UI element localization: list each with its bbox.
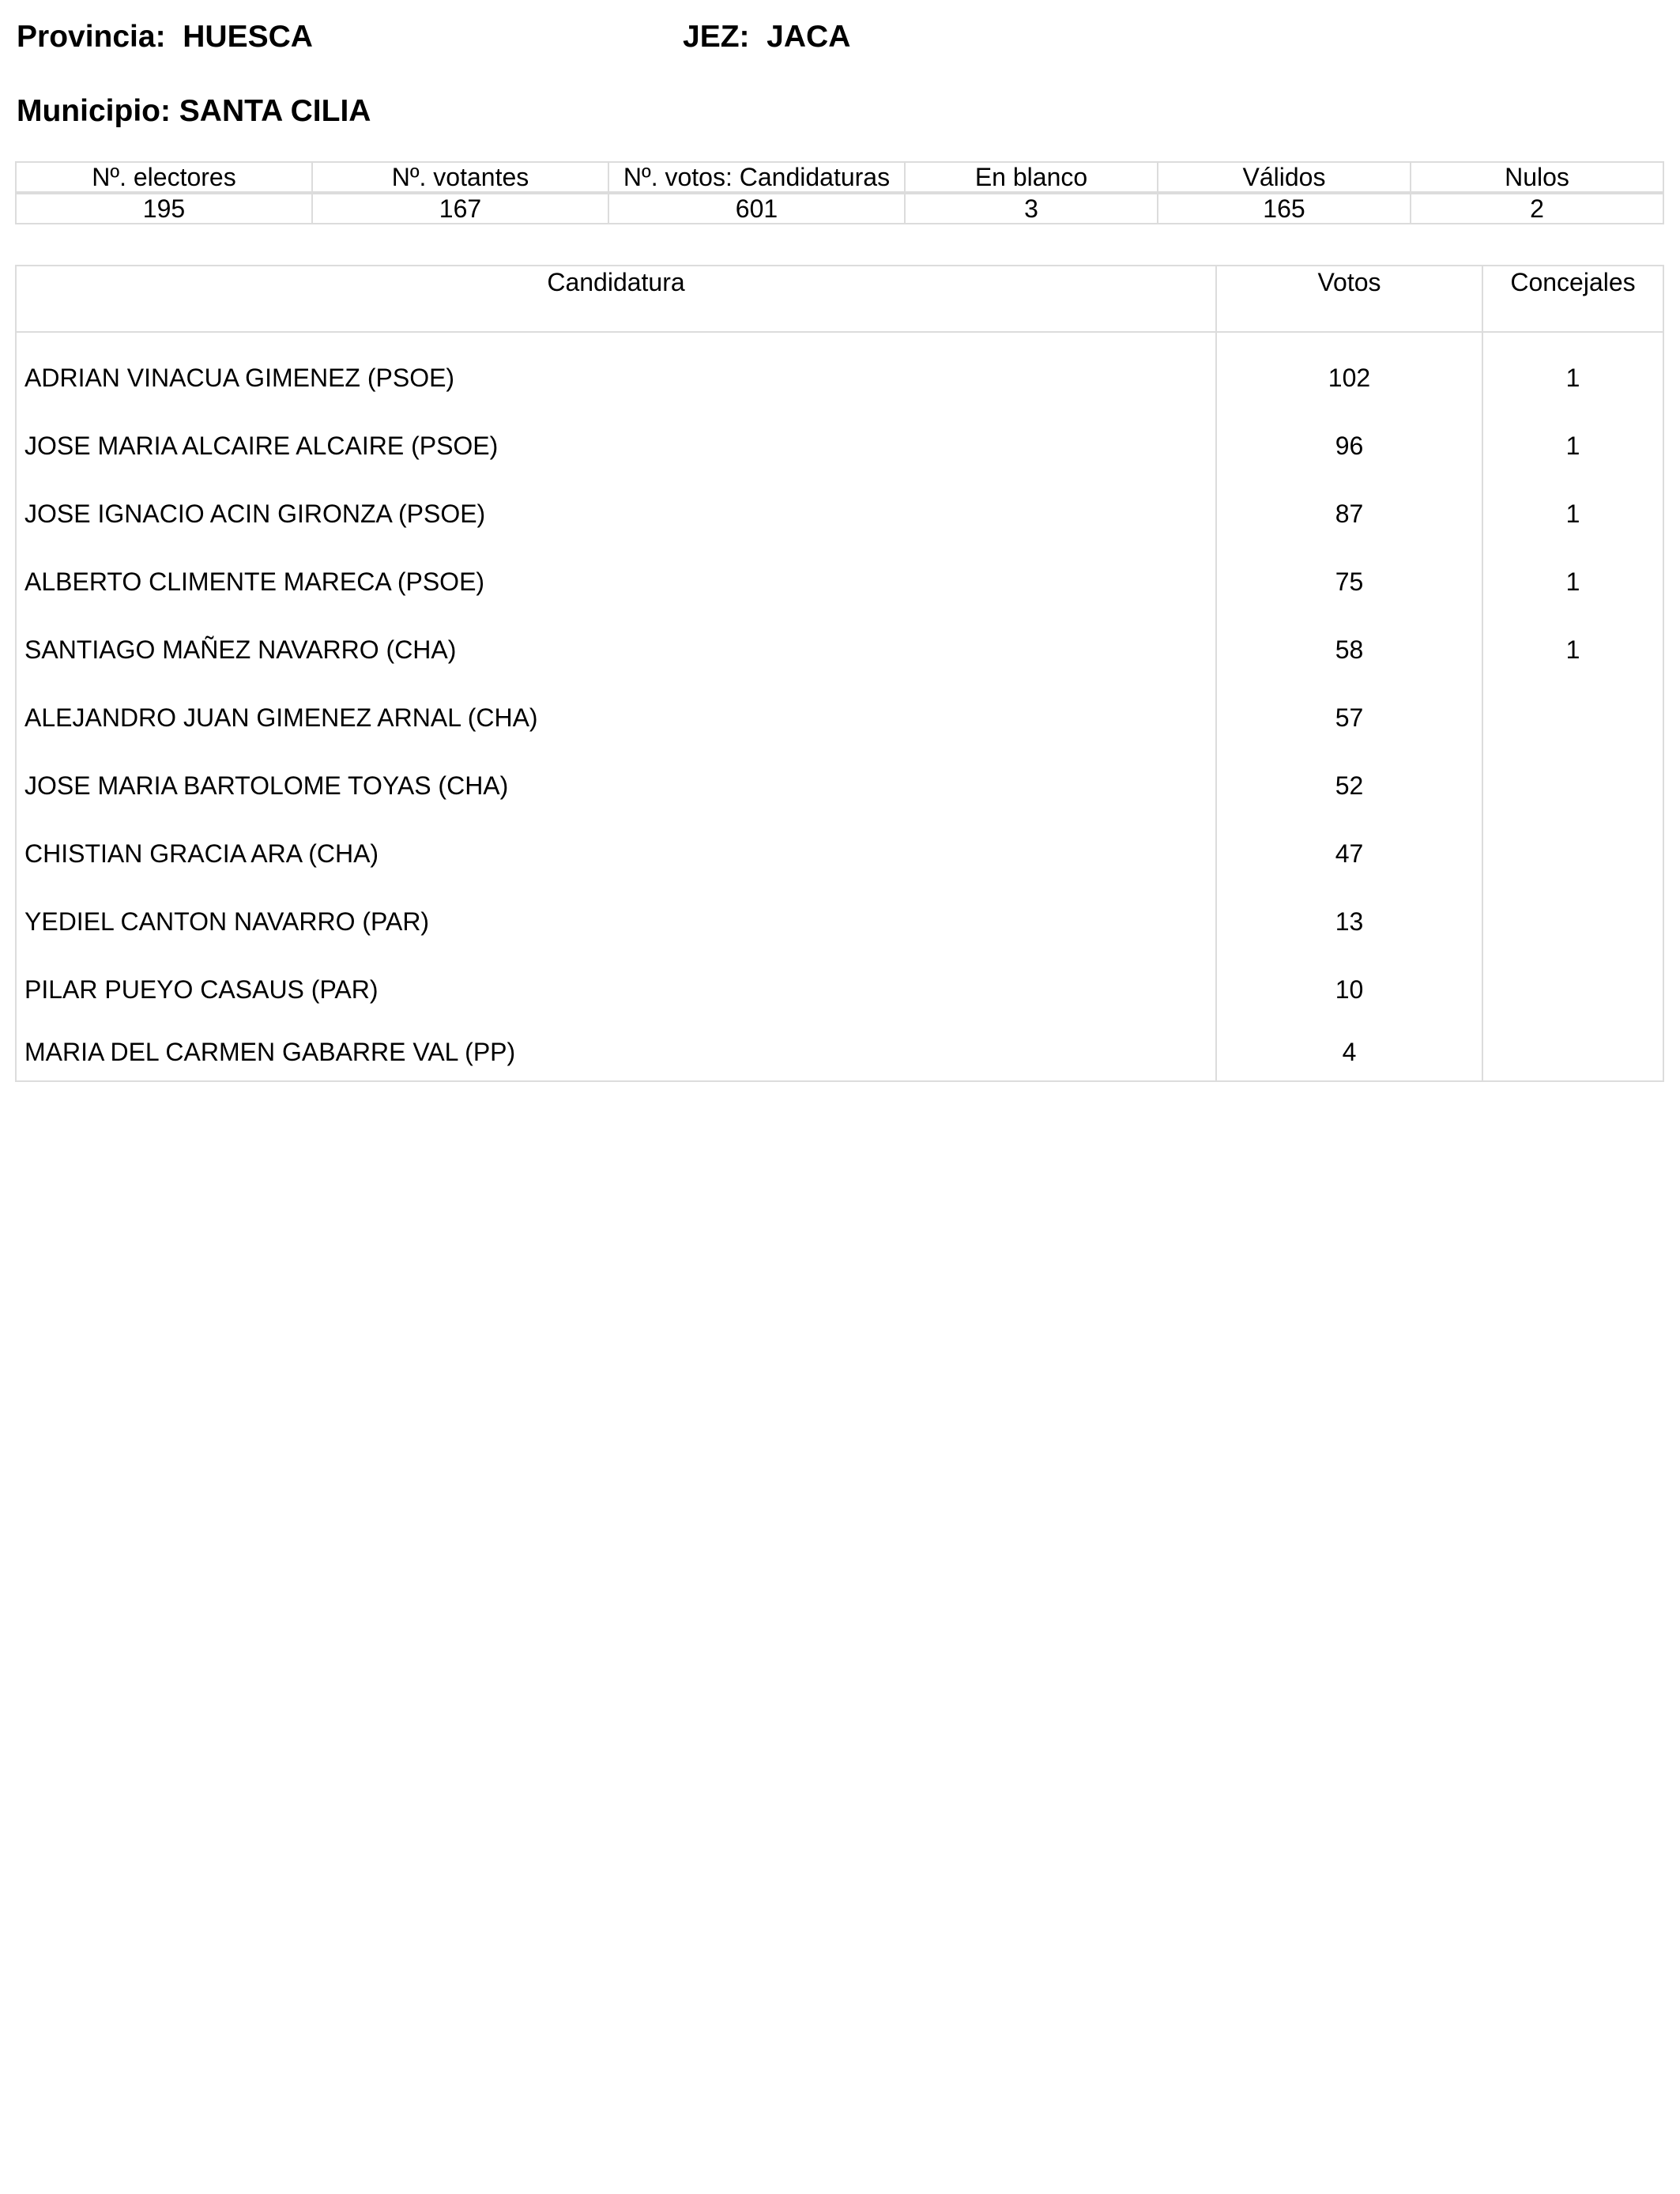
candidate-votos: 87 xyxy=(1216,480,1482,548)
candidate-votos: 47 xyxy=(1216,820,1482,888)
results-header-row xyxy=(16,266,1663,332)
results-table xyxy=(15,265,1664,1082)
provincia-label: Provincia: HUESCA xyxy=(17,20,313,54)
candidate-name: JOSE MARIA ALCAIRE ALCAIRE (PSOE) xyxy=(16,412,1216,480)
table-row xyxy=(16,332,1663,412)
candidate-concejales: 1 xyxy=(1482,548,1663,616)
candidate-concejales xyxy=(1482,820,1663,888)
summary-value-validos: 165 xyxy=(1158,194,1411,224)
candidate-concejales xyxy=(1482,1023,1663,1081)
summary-header-votantes: Nº. votantes xyxy=(312,162,608,192)
candidate-name: ALEJANDRO JUAN GIMENEZ ARNAL (CHA) xyxy=(16,684,1216,752)
summary-value-electores: 195 xyxy=(16,194,312,224)
jez-label: JEZ: JACA xyxy=(683,20,851,54)
candidate-concejales xyxy=(1482,888,1663,956)
summary-value-votos-candidaturas: 601 xyxy=(608,194,905,224)
candidate-name: YEDIEL CANTON NAVARRO (PAR) xyxy=(16,888,1216,956)
candidate-concejales xyxy=(1482,956,1663,1023)
summary-header-row xyxy=(16,162,1663,192)
summary-header-electores: Nº. electores xyxy=(16,162,312,192)
candidate-votos: 57 xyxy=(1216,684,1482,752)
candidate-concejales: 1 xyxy=(1482,480,1663,548)
candidate-name: MARIA DEL CARMEN GABARRE VAL (PP) xyxy=(16,1023,1216,1081)
candidate-votos: 52 xyxy=(1216,752,1482,820)
table-row xyxy=(16,956,1663,1023)
candidate-concejales: 1 xyxy=(1482,412,1663,480)
candidate-votos: 13 xyxy=(1216,888,1482,956)
table-row xyxy=(16,548,1663,616)
candidate-name: ALBERTO CLIMENTE MARECA (PSOE) xyxy=(16,548,1216,616)
summary-value-row xyxy=(16,194,1663,224)
summary-table xyxy=(15,161,1664,224)
municipio-label: Municipio: SANTA CILIA xyxy=(17,94,371,128)
summary-header-votos-candidaturas: Nº. votos: Candidaturas xyxy=(608,162,905,192)
candidate-votos: 10 xyxy=(1216,956,1482,1023)
summary-value-nulos: 2 xyxy=(1411,194,1663,224)
table-row xyxy=(16,1023,1663,1081)
summary-header-en-blanco: En blanco xyxy=(905,162,1158,192)
candidate-votos: 58 xyxy=(1216,616,1482,684)
candidate-name: JOSE MARIA BARTOLOME TOYAS (CHA) xyxy=(16,752,1216,820)
table-row xyxy=(16,616,1663,684)
results-header-votos: Votos xyxy=(1216,266,1482,332)
summary-value-votantes: 167 xyxy=(312,194,608,224)
candidate-concejales xyxy=(1482,684,1663,752)
summary-header-validos: Válidos xyxy=(1158,162,1411,192)
summary-header-nulos: Nulos xyxy=(1411,162,1663,192)
candidate-name: ADRIAN VINACUA GIMENEZ (PSOE) xyxy=(16,332,1216,412)
candidate-votos: 75 xyxy=(1216,548,1482,616)
table-row xyxy=(16,820,1663,888)
table-row xyxy=(16,480,1663,548)
table-row xyxy=(16,888,1663,956)
candidate-votos: 96 xyxy=(1216,412,1482,480)
candidate-votos: 4 xyxy=(1216,1023,1482,1081)
candidate-concejales: 1 xyxy=(1482,332,1663,412)
candidate-name: JOSE IGNACIO ACIN GIRONZA (PSOE) xyxy=(16,480,1216,548)
candidate-concejales: 1 xyxy=(1482,616,1663,684)
candidate-votos: 102 xyxy=(1216,332,1482,412)
results-header-candidatura: Candidatura xyxy=(16,266,1216,332)
candidate-name: CHISTIAN GRACIA ARA (CHA) xyxy=(16,820,1216,888)
candidate-name: SANTIAGO MAÑEZ NAVARRO (CHA) xyxy=(16,616,1216,684)
results-header-concejales: Concejales xyxy=(1482,266,1663,332)
candidate-concejales xyxy=(1482,752,1663,820)
table-row xyxy=(16,684,1663,752)
summary-value-en-blanco: 3 xyxy=(905,194,1158,224)
table-row xyxy=(16,752,1663,820)
table-row xyxy=(16,412,1663,480)
candidate-name: PILAR PUEYO CASAUS (PAR) xyxy=(16,956,1216,1023)
